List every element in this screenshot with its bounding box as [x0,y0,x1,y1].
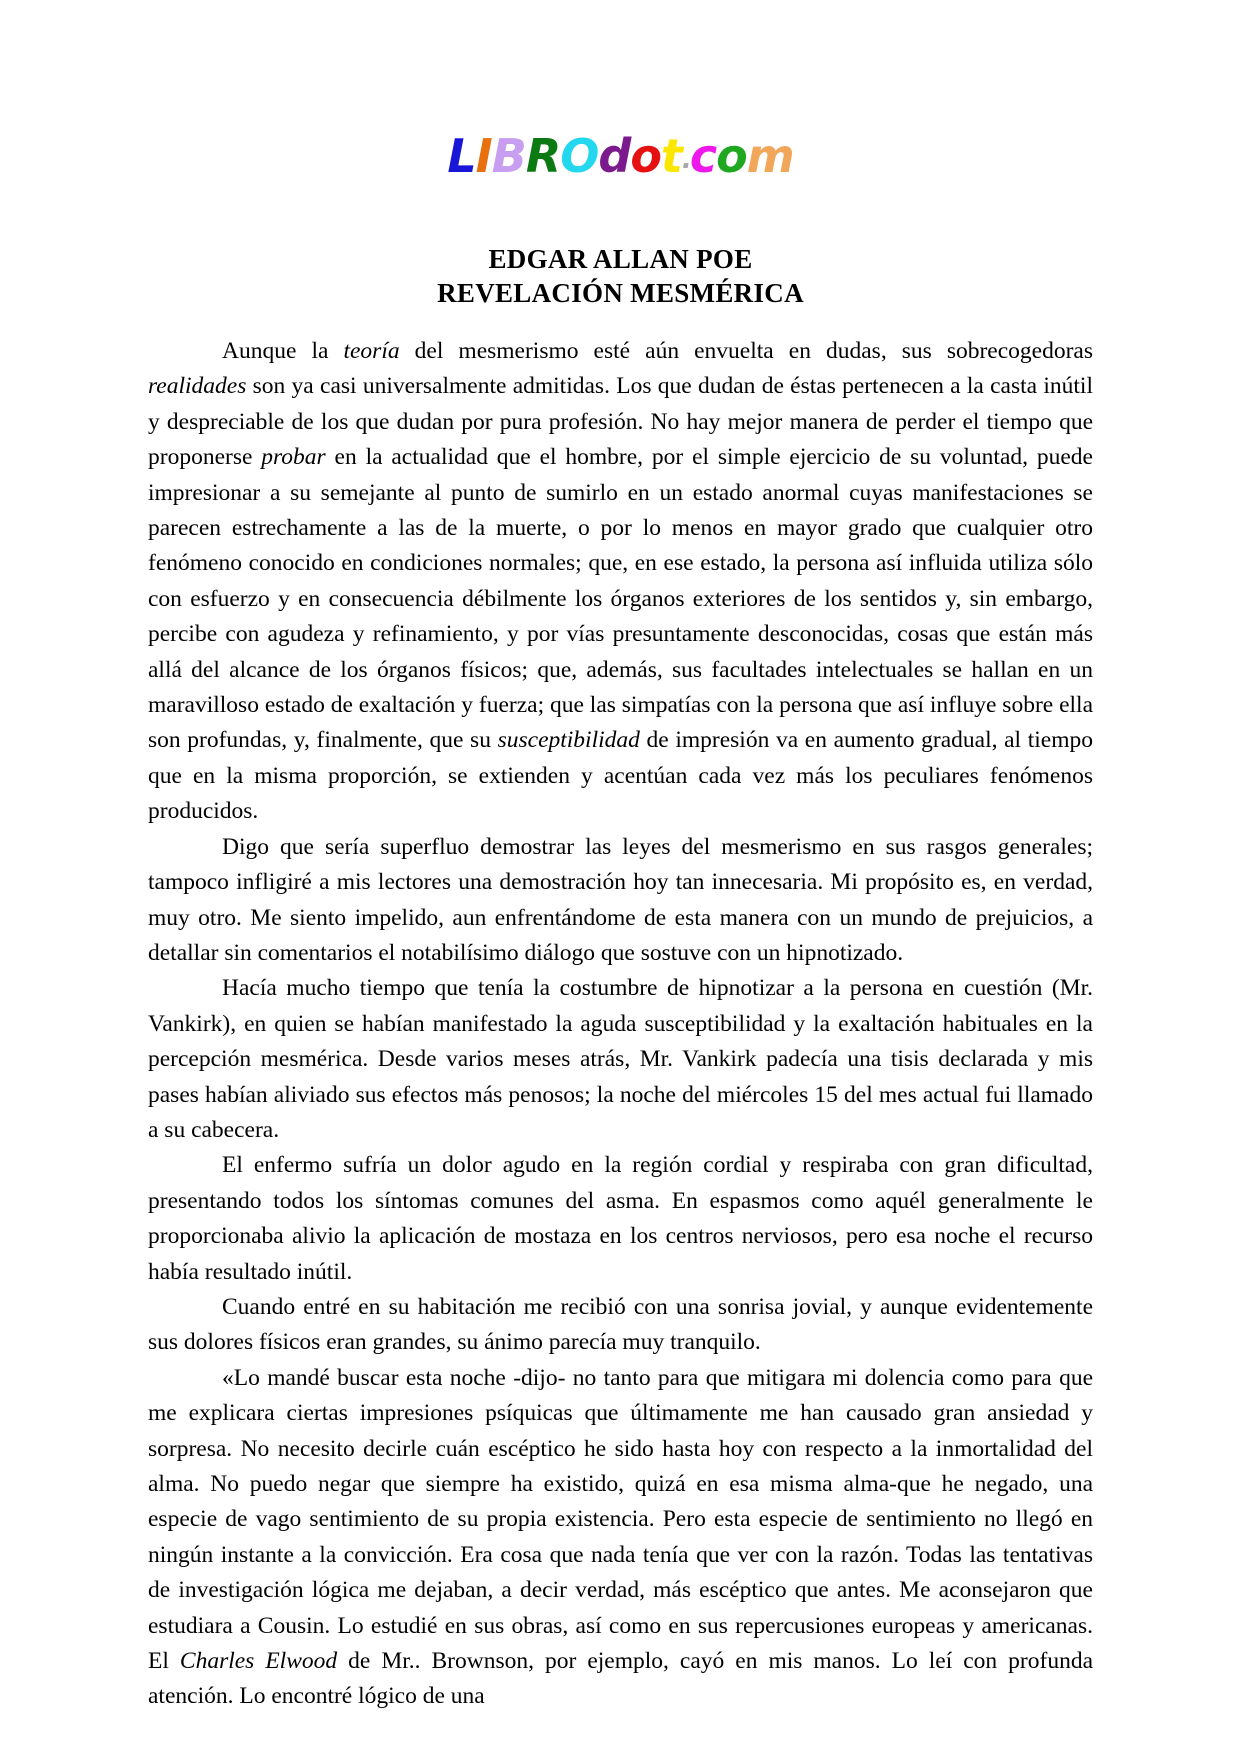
logo-letter-11: m [746,129,794,183]
paragraph-p6: «Lo mandé buscar esta noche -dijo- no tanto para que mitigara mi dolencia como para que me explicara ciertas impresiones psíquicas que últimamente me han causado gran ansiedad y sorpresa. No necesito decirle cuán escéptico he sido hasta hoy con respecto a la inmortalidad del alma. No puedo negar que siempre ha existido, quizá en esa misma alma-que he negado, una especie de vago sentimiento de su propia existencia. Pero esta especie de sentimiento no llegó en ningún instante a la convicción. Era cosa que nada tenía que ver con la razón. Todas las tentativas de investigación lógica me dejaban, a decir verdad, más escéptico que antes. Me aconsejaron que estudiara a Cousin. Lo estudié en sus obras, así como en sus repercusiones europeas y americanas. El Charles Elwood de Mr.. Brownson, por ejemplo, cayó en mis manos. Lo leí con profunda atención. Lo encontré lógico de una [148,1364,1094,1710]
logo-letter-4: O [560,129,599,183]
emphasis-text: susceptibilidad [497,727,640,754]
body-text [148,334,1093,1715]
logo-letter-10: o [716,129,747,183]
logo-letter-6: o [630,129,661,183]
emphasis-text: Charles Elwood [179,1648,338,1675]
logo-letter-8: . [681,145,690,175]
paragraph-p3: Hacía mucho tiempo que tenía la costumbre de hipnotizar a la persona en cuestión (Mr. Vankirk), en quien se habían manifestado la aguda susceptibilidad y la exaltación habituales en la percepción mesmérica. Desde varios meses atrás, Mr. Vankirk padecía una tisis declarada y mis pases habían aliviado sus efectos más penosos; la noche del miércoles 15 del mes actual fui llamado a su cabecera. [148,975,1093,1143]
librodot-com-logo [447,129,794,183]
title-block [0,242,1241,310]
work-title: REVELACIÓN MESMÉRICA [437,278,804,308]
logo-letter-5: d [598,129,631,183]
emphasis-text: teoría [343,338,400,364]
paragraph-p4: El enfermo sufría un dolor agudo en la región cordial y respiraba con gran dificultad, presentando todos los síntomas comunes del asma. En espasmos como aquél generalmente le proporcionaba alivio la aplicación de mostaza en los centros nerviosos, pero esa noche el recurso había resultado inútil. [148,1152,1093,1285]
logo-letter-1: I [475,129,492,183]
logo-letter-7: t [660,129,682,183]
author-name: EDGAR ALLAN POE [488,244,753,274]
emphasis-text: probar [261,444,326,471]
logo-letter-3: R [525,129,561,183]
emphasis-text: realidades [148,373,247,400]
logo-letter-2: B [491,129,526,183]
paragraph-p2: Digo que sería superfluo demostrar las leyes del mesmerismo en sus rasgos generales; tampoco infligiré a mis lectores una demostración hoy tan innecesaria. Mi propósito es, en verdad, muy otro. Me siento impelido, aun enfrentándome de esta manera con un mundo de prejuicios, a detallar sin comentarios el notabilísimo diálogo que sostuve con un hipnotizado. [148,833,1093,966]
site-logo-header [0,0,1241,183]
paragraph-p5: Cuando entré en su habitación me recibió con una sonrisa jovial, y aunque evidentemente sus dolores físicos eran grandes, su ánimo parecía muy tranquilo. [148,1293,1093,1356]
logo-letter-0: L [447,129,476,183]
logo-letter-9: c [689,129,717,183]
paragraph-p1: Aunque la teoría del mesmerismo esté aún envuelta en dudas, sus sobrecogedoras realidades son ya casi universalmente admitidas. Los que dudan de éstas pertenecen a la casta inútil y despreciable de los que dudan por pura profesión. No hay mejor manera de perder el tiempo que proponerse probar en la actualidad que el hombre, por el simple ejercicio de su voluntad, puede impresionar a su semejante al punto de sumirlo en un estado anormal cuyas manifestaciones se parecen estrechamente a las de la muerte, o por lo menos en mayor grado que cualquier otro fenómeno conocido en condiciones normales; que, en ese estado, la persona así influida utiliza sólo con esfuerzo y en consecuencia débilmente los órganos exteriores de los sentidos y, sin embargo, percibe con agudeza y refinamiento, y por vías presuntamente desconocidas, cosas que están más allá del alcance de los órganos físicos; que, además, sus facultades intelectuales se hallan en un maravilloso estado de exaltación y fuerza; que las simpatías con la persona que así influye sobre ella son profundas, y, finalmente, que su susceptibilidad de impresión va en aumento gradual, al tiempo que en la misma proporción, se extienden y acentúan cada vez más los peculiares fenómenos producidos. [148,338,1093,825]
